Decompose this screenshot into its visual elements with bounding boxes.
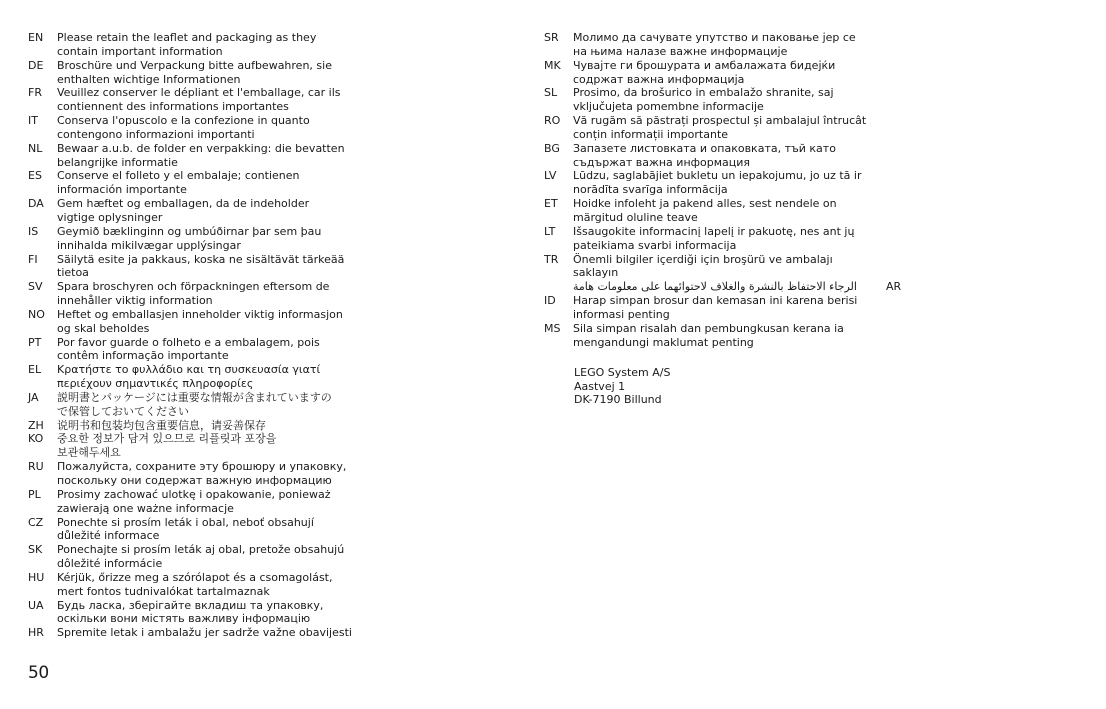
language-code: SL bbox=[544, 86, 558, 100]
notice-text: Please retain the leaflet and packaging as they contain important information bbox=[57, 31, 317, 58]
notice-text: Vă rugăm să păstrați prospectul și ambalajul întrucât conțin informații importante bbox=[573, 114, 867, 141]
language-entry-ko bbox=[28, 432, 548, 460]
language-entry-ms bbox=[544, 322, 1084, 350]
notice-text: Kérjük, őrizze meg a szórólapot és a csomagolást, mert fontos tudnivalókat tartalmaznak bbox=[57, 570, 333, 598]
notice-text: Hoidke infoleht ja pakend alles, sest nendele on märgitud oluline teave bbox=[573, 197, 837, 224]
right-column bbox=[544, 31, 1084, 349]
notice-text: Harap simpan brosur dan kemasan ini karena berisi informasi penting bbox=[573, 294, 858, 321]
language-entry-is bbox=[28, 225, 548, 253]
address-street: Aastvej 1 bbox=[574, 379, 626, 393]
language-code: NL bbox=[28, 141, 43, 155]
language-code: TR bbox=[544, 252, 559, 266]
notice-text: Spremite letak i ambalažu jer sadrže važne obavijesti bbox=[57, 626, 352, 640]
language-entry-ru bbox=[28, 460, 548, 488]
language-code: MK bbox=[544, 58, 561, 72]
language-code: IS bbox=[28, 224, 39, 238]
language-code: JA bbox=[28, 390, 39, 404]
notice-text: 중요한 정보가 담겨 있으므로 리플릿과 포장을 보관해두세요 bbox=[57, 432, 277, 460]
language-code: ID bbox=[544, 294, 556, 308]
language-code: HU bbox=[28, 570, 45, 584]
notice-text: Молимо да сачувате упутство и паковање јер се на њима налазе важне информације bbox=[573, 31, 856, 58]
language-code: NO bbox=[28, 307, 45, 321]
notice-text: Prosimy zachować ulotkę i opakowanie, ponieważ zawierają one ważne informacje bbox=[57, 487, 331, 515]
notice-text: Lūdzu, saglabājiet bukletu un iepakojumu, jo uz tā ir norādīta svarīga informācija bbox=[573, 169, 862, 197]
language-code: ZH bbox=[28, 418, 44, 432]
company-address bbox=[574, 366, 671, 407]
notice-text: Пожалуйста, сохраните эту брошюру и упаковку, поскольку они содержат важную информацию bbox=[57, 460, 347, 487]
notice-text: Ponechajte si prosím leták aj obal, pretože obsahujú dôležité informácie bbox=[57, 543, 345, 571]
language-code: UA bbox=[28, 598, 44, 612]
notice-text: Conserve el folleto y el embalaje; contienen información importante bbox=[57, 169, 300, 197]
language-entry-ja bbox=[28, 391, 548, 419]
notice-text: Išsaugokite informacinį lapelį ir pakuotę, nes ant jų pateikiama svarbi informacija bbox=[573, 224, 855, 252]
notice-text: Sila simpan risalah dan pembungkusan kerana ia mengandungi maklumat penting bbox=[573, 321, 844, 349]
language-entry-tr bbox=[544, 253, 1084, 281]
language-entry-zh bbox=[28, 419, 548, 433]
language-entry-pl bbox=[28, 488, 548, 516]
notice-text: Κρατήστε το φυλλάδιο και τη συσκευασία γιατί περιέχουν σημαντικές πληροφορίες bbox=[57, 363, 321, 391]
notice-text: Ponechte si prosím leták i obal, neboť obsahují důležité informace bbox=[57, 515, 314, 543]
language-code: HR bbox=[28, 626, 44, 640]
language-code: DA bbox=[28, 197, 44, 211]
language-code: MS bbox=[544, 321, 561, 335]
notice-text: Veuillez conserver le dépliant et l'emballage, car ils contiennent des informations importantes bbox=[57, 86, 341, 114]
notice-text: Conserva l'opuscolo e la confezione in quanto contengono informazioni importanti bbox=[57, 114, 310, 141]
language-entry-fi bbox=[28, 253, 548, 281]
notice-text: Por favor guarde o folheto e a embalagem, pois contêm informação importante bbox=[57, 335, 320, 363]
language-code: ET bbox=[544, 197, 558, 211]
language-code: RO bbox=[544, 114, 561, 128]
left-column bbox=[28, 31, 548, 640]
language-code: CZ bbox=[28, 515, 44, 529]
language-code: BG bbox=[544, 141, 560, 155]
language-entry-ar bbox=[544, 280, 1084, 294]
language-code: EN bbox=[28, 31, 44, 44]
notice-text: Prosimo, da brošurico in embalažo shranite, saj vključujeta pomembne informacije bbox=[573, 86, 834, 114]
language-entry-da bbox=[28, 197, 548, 225]
notice-text: Önemli bilgiler içerdiği için broşürü ve ambalajı saklayın bbox=[573, 252, 833, 280]
language-code: KO bbox=[28, 432, 44, 446]
language-code: ES bbox=[28, 169, 42, 183]
notice-text: Broschüre und Verpackung bitte aufbewahren, sie enthalten wichtige Informationen bbox=[57, 58, 332, 86]
language-entry-et bbox=[544, 197, 1084, 225]
language-code: FR bbox=[28, 86, 42, 100]
language-code: SK bbox=[28, 543, 43, 557]
language-code: SR bbox=[544, 31, 559, 44]
page-number: 50 bbox=[28, 663, 49, 683]
language-code: PT bbox=[28, 335, 42, 349]
language-entry-lt bbox=[544, 225, 1084, 253]
language-entry-lv bbox=[544, 169, 1084, 197]
language-entry-sk bbox=[28, 543, 548, 571]
notice-text: Запазете листовката и опаковката, тъй като съдържат важна информация bbox=[573, 141, 836, 169]
language-code: RU bbox=[28, 460, 44, 474]
notice-text: Bewaar a.u.b. de folder en verpakking: die bevatten belangrijke informatie bbox=[57, 141, 345, 169]
language-entry-mk bbox=[544, 59, 1084, 87]
language-entry-id bbox=[544, 294, 1084, 322]
notice-text: Heftet og emballasjen inneholder viktig informasjon og skal beholdes bbox=[57, 307, 343, 335]
language-code: LV bbox=[544, 169, 557, 183]
language-entry-it bbox=[28, 114, 548, 142]
language-code: IT bbox=[28, 114, 38, 128]
notice-text: الرجاء الاحتفاظ بالنشرة والغلاف لاحتوائهما على معلومات هامة bbox=[573, 280, 857, 294]
language-entry-hu bbox=[28, 571, 548, 599]
language-entry-sv bbox=[28, 280, 548, 308]
language-entry-en bbox=[28, 31, 548, 59]
language-entry-fr bbox=[28, 86, 548, 114]
notice-text: Gem hæftet og emballagen, da de indeholder vigtige oplysninger bbox=[57, 197, 310, 224]
notice-text: Spara broschyren och förpackningen eftersom de innehåller viktig information bbox=[57, 280, 330, 308]
notice-text: Будь ласка, зберігайте вкладиш та упаковку, оскільки вони містять важливу інформацію bbox=[57, 598, 324, 626]
language-entry-bg bbox=[544, 142, 1084, 170]
language-code: PL bbox=[28, 487, 41, 501]
address-city: DK-7190 Billund bbox=[574, 393, 662, 406]
language-entry-no bbox=[28, 308, 548, 336]
notice-text: Чувајте ги брошурата и амбалажата бидејќи содржат важна информација bbox=[573, 58, 836, 86]
language-code: FI bbox=[28, 252, 38, 266]
language-code: DE bbox=[28, 58, 44, 72]
language-code: LT bbox=[544, 224, 556, 238]
notice-text: Säilytä esite ja pakkaus, koska ne sisältävät tärkeää tietoa bbox=[57, 252, 345, 280]
language-entry-de bbox=[28, 59, 548, 87]
language-entry-el bbox=[28, 363, 548, 391]
language-code: EL bbox=[28, 363, 42, 377]
language-entry-hr bbox=[28, 626, 548, 640]
notice-text: 説明書とパッケージには重要な情報が含まれていますの で保管しておいてください bbox=[57, 390, 332, 418]
language-entry-sl bbox=[544, 86, 1084, 114]
language-code: SV bbox=[28, 280, 43, 294]
address-company: LEGO System A/S bbox=[574, 366, 671, 379]
language-entry-pt bbox=[28, 336, 548, 364]
language-entry-nl bbox=[28, 142, 548, 170]
language-code: AR bbox=[886, 280, 902, 294]
notice-text: 说明书和包装均包含重要信息，请妥善保存 bbox=[57, 418, 266, 432]
notice-text: Geymið bæklinginn og umbúðirnar þar sem þau innihalda mikilvægar upplýsingar bbox=[57, 224, 322, 252]
language-entry-ua bbox=[28, 599, 548, 627]
language-entry-sr bbox=[544, 31, 1084, 59]
language-entry-es bbox=[28, 169, 548, 197]
language-entry-ro bbox=[544, 114, 1084, 142]
language-entry-cz bbox=[28, 516, 548, 544]
